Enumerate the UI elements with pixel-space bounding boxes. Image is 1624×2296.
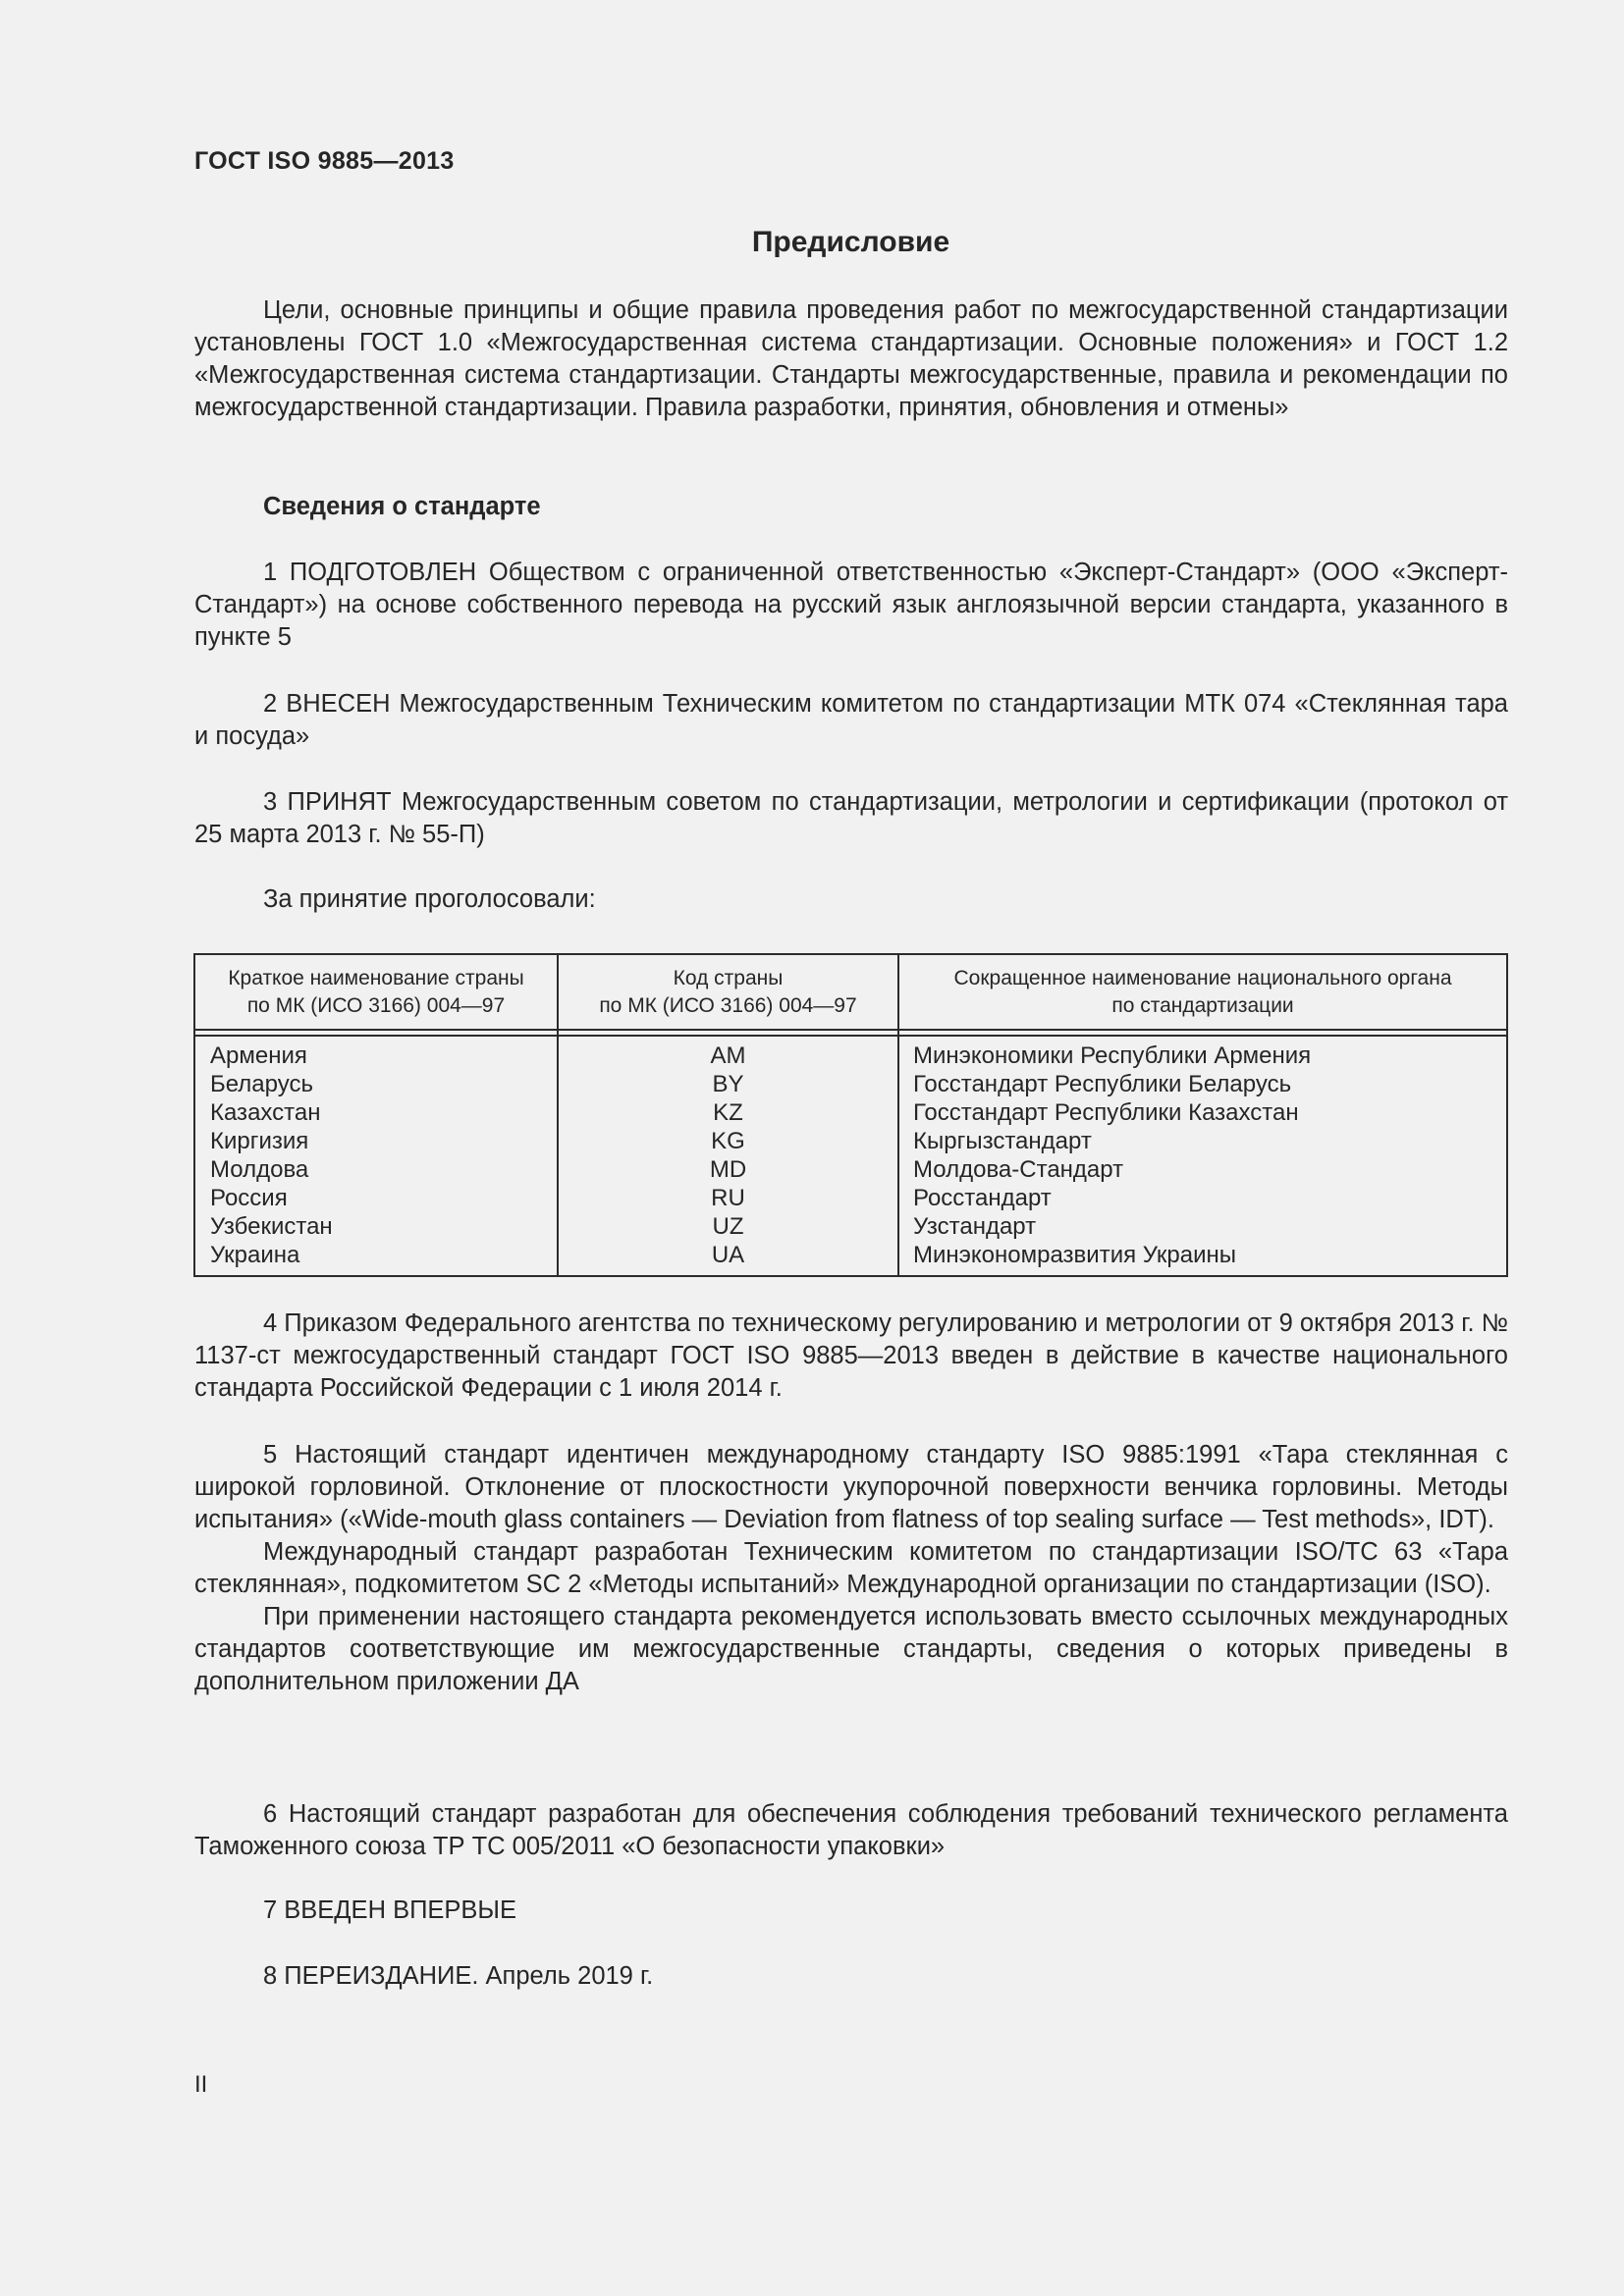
code-cell: KG: [711, 1128, 745, 1154]
body-cell: Кыргызстандарт: [913, 1128, 1092, 1154]
item-6-block: [194, 1798, 1508, 1863]
intro-paragraph-block: [194, 294, 1508, 424]
table-header-rule: [195, 1029, 1506, 1031]
item-8: 8 ПЕРЕИЗДАНИЕ. Апрель 2019 г.: [263, 1962, 654, 1990]
header-line: по МК (ИСО 3166) 004—97: [599, 994, 857, 1017]
country-cell: Казахстан: [210, 1099, 321, 1126]
item-2-block: [194, 688, 1508, 753]
header-line: по стандартизации: [1111, 994, 1294, 1017]
country-cell: Киргизия: [210, 1128, 309, 1154]
header-line: Сокращенное наименование национального органа: [953, 967, 1452, 989]
document-header: ГОСТ ISO 9885—2013: [194, 147, 455, 175]
code-cell: RU: [711, 1185, 745, 1211]
country-cell: Узбекистан: [210, 1213, 333, 1240]
item-6: 6 Настоящий стандарт разработан для обеспечения соблюдения требований технического регламента Таможенного союза ТР ТС 005/2011 «О безопасности упаковки»: [194, 1800, 1508, 1860]
code-cell: AM: [710, 1042, 746, 1069]
code-column: [559, 1041, 897, 1269]
country-cell: Беларусь: [210, 1071, 313, 1097]
country-column: [210, 1041, 333, 1269]
body-cell: Узстандарт: [913, 1213, 1037, 1240]
table-header-body: [899, 965, 1506, 1020]
table-header-country: [195, 965, 557, 1020]
item-4: 4 Приказом Федерального агентства по техническому регулированию и метрологии от 9 октября 2013 г. № 1137-ст межгосударственный стандарт ГОСТ ISO 9885—2013 введен в действие в качестве национального стандарта Российской Федерации с 1 июля 2014 г.: [194, 1309, 1508, 1402]
page-number: II: [194, 2071, 208, 2098]
body-cell: Минэкономики Республики Армения: [913, 1042, 1312, 1069]
body-cell: Молдова-Стандарт: [913, 1156, 1124, 1183]
item-2: 2 ВНЕСЕН Межгосударственным Техническим комитетом по стандартизации МТК 074 «Стеклянная тара и посуда»: [194, 690, 1508, 750]
page-title: Предисловие: [751, 226, 950, 258]
country-cell: Армения: [210, 1042, 307, 1069]
code-cell: MD: [709, 1156, 747, 1183]
item-3-block: [194, 786, 1508, 851]
body-cell: Минэкономразвития Украины: [913, 1242, 1237, 1268]
intro-paragraph: Цели, основные принципы и общие правила проведения работ по межгосударственной стандартизации установлены ГОСТ 1.0 «Межгосударственная система стандартизации. Основные положения» и ГОСТ 1.2 «Межгосударственная система стандартизации. Стандарты межгосударственные, правила и рекомендации по межгосударственной стандартизации. Правила разработки, принятия, обновления и отмены»: [194, 296, 1508, 421]
code-cell: KZ: [713, 1099, 743, 1126]
item-4-block: [194, 1308, 1508, 1405]
country-cell: Россия: [210, 1185, 288, 1211]
header-line: по МК (ИСО 3166) 004—97: [246, 994, 506, 1017]
table-header-rule: [195, 1035, 1506, 1037]
item-5: 5 Настоящий стандарт идентичен международному стандарту ISO 9885:1991 «Тара стеклянная с широкой горловиной. Отклонение от плоскостности укупорочной поверхности венчика горловины. Методы испытания» («Wide-mouth glass containers — Deviation from flatness of top sealing surface — Test methods», IDT).: [194, 1441, 1508, 1533]
header-line: Краткое наименование страны: [228, 967, 524, 989]
item-5-note-iso: Международный стандарт разработан Техническим комитетом по стандартизации ISO/TC 63 «Тара стеклянная», подкомитетом SC 2 «Методы испытаний» Международной организации по стандартизации (ISO).: [194, 1538, 1508, 1598]
country-cell: Молдова: [210, 1156, 309, 1183]
body-column: [913, 1041, 1311, 1269]
table-header-code: [559, 965, 897, 1020]
code-cell: BY: [712, 1071, 744, 1097]
code-cell: UZ: [712, 1213, 744, 1240]
header-line: Код страны: [673, 967, 784, 989]
body-cell: Госстандарт Республики Беларусь: [913, 1071, 1292, 1097]
item-1-block: [194, 557, 1508, 654]
item-5-note-refs: При применении настоящего стандарта рекомендуется использовать вместо ссылочных международных стандартов соответствующие им межгосударственные стандарты, сведения о которых приведены в дополнительном приложении ДА: [194, 1603, 1508, 1695]
country-cell: Украина: [210, 1242, 300, 1268]
voted-label: За принятие проголосовали:: [263, 885, 596, 913]
code-cell: UA: [711, 1242, 745, 1268]
item-7: 7 ВВЕДЕН ВПЕРВЫЕ: [263, 1896, 517, 1924]
item-5-block: [194, 1439, 1508, 1698]
item-1: 1 ПОДГОТОВЛЕН Обществом с ограниченной ответственностью «Эксперт-Стандарт» (ООО «Эксперт-Стандарт») на основе собственного перевода на русский язык англоязычной версии стандарта, указанного в пункте 5: [194, 559, 1508, 651]
body-cell: Росстандарт: [913, 1185, 1052, 1211]
section-title: Сведения о стандарте: [263, 493, 541, 520]
voting-table: [193, 953, 1508, 1277]
body-cell: Госстандарт Республики Казахстан: [913, 1099, 1299, 1126]
item-3: 3 ПРИНЯТ Межгосударственным советом по стандартизации, метрологии и сертификации (протокол от 25 марта 2013 г. № 55-П): [194, 788, 1508, 848]
